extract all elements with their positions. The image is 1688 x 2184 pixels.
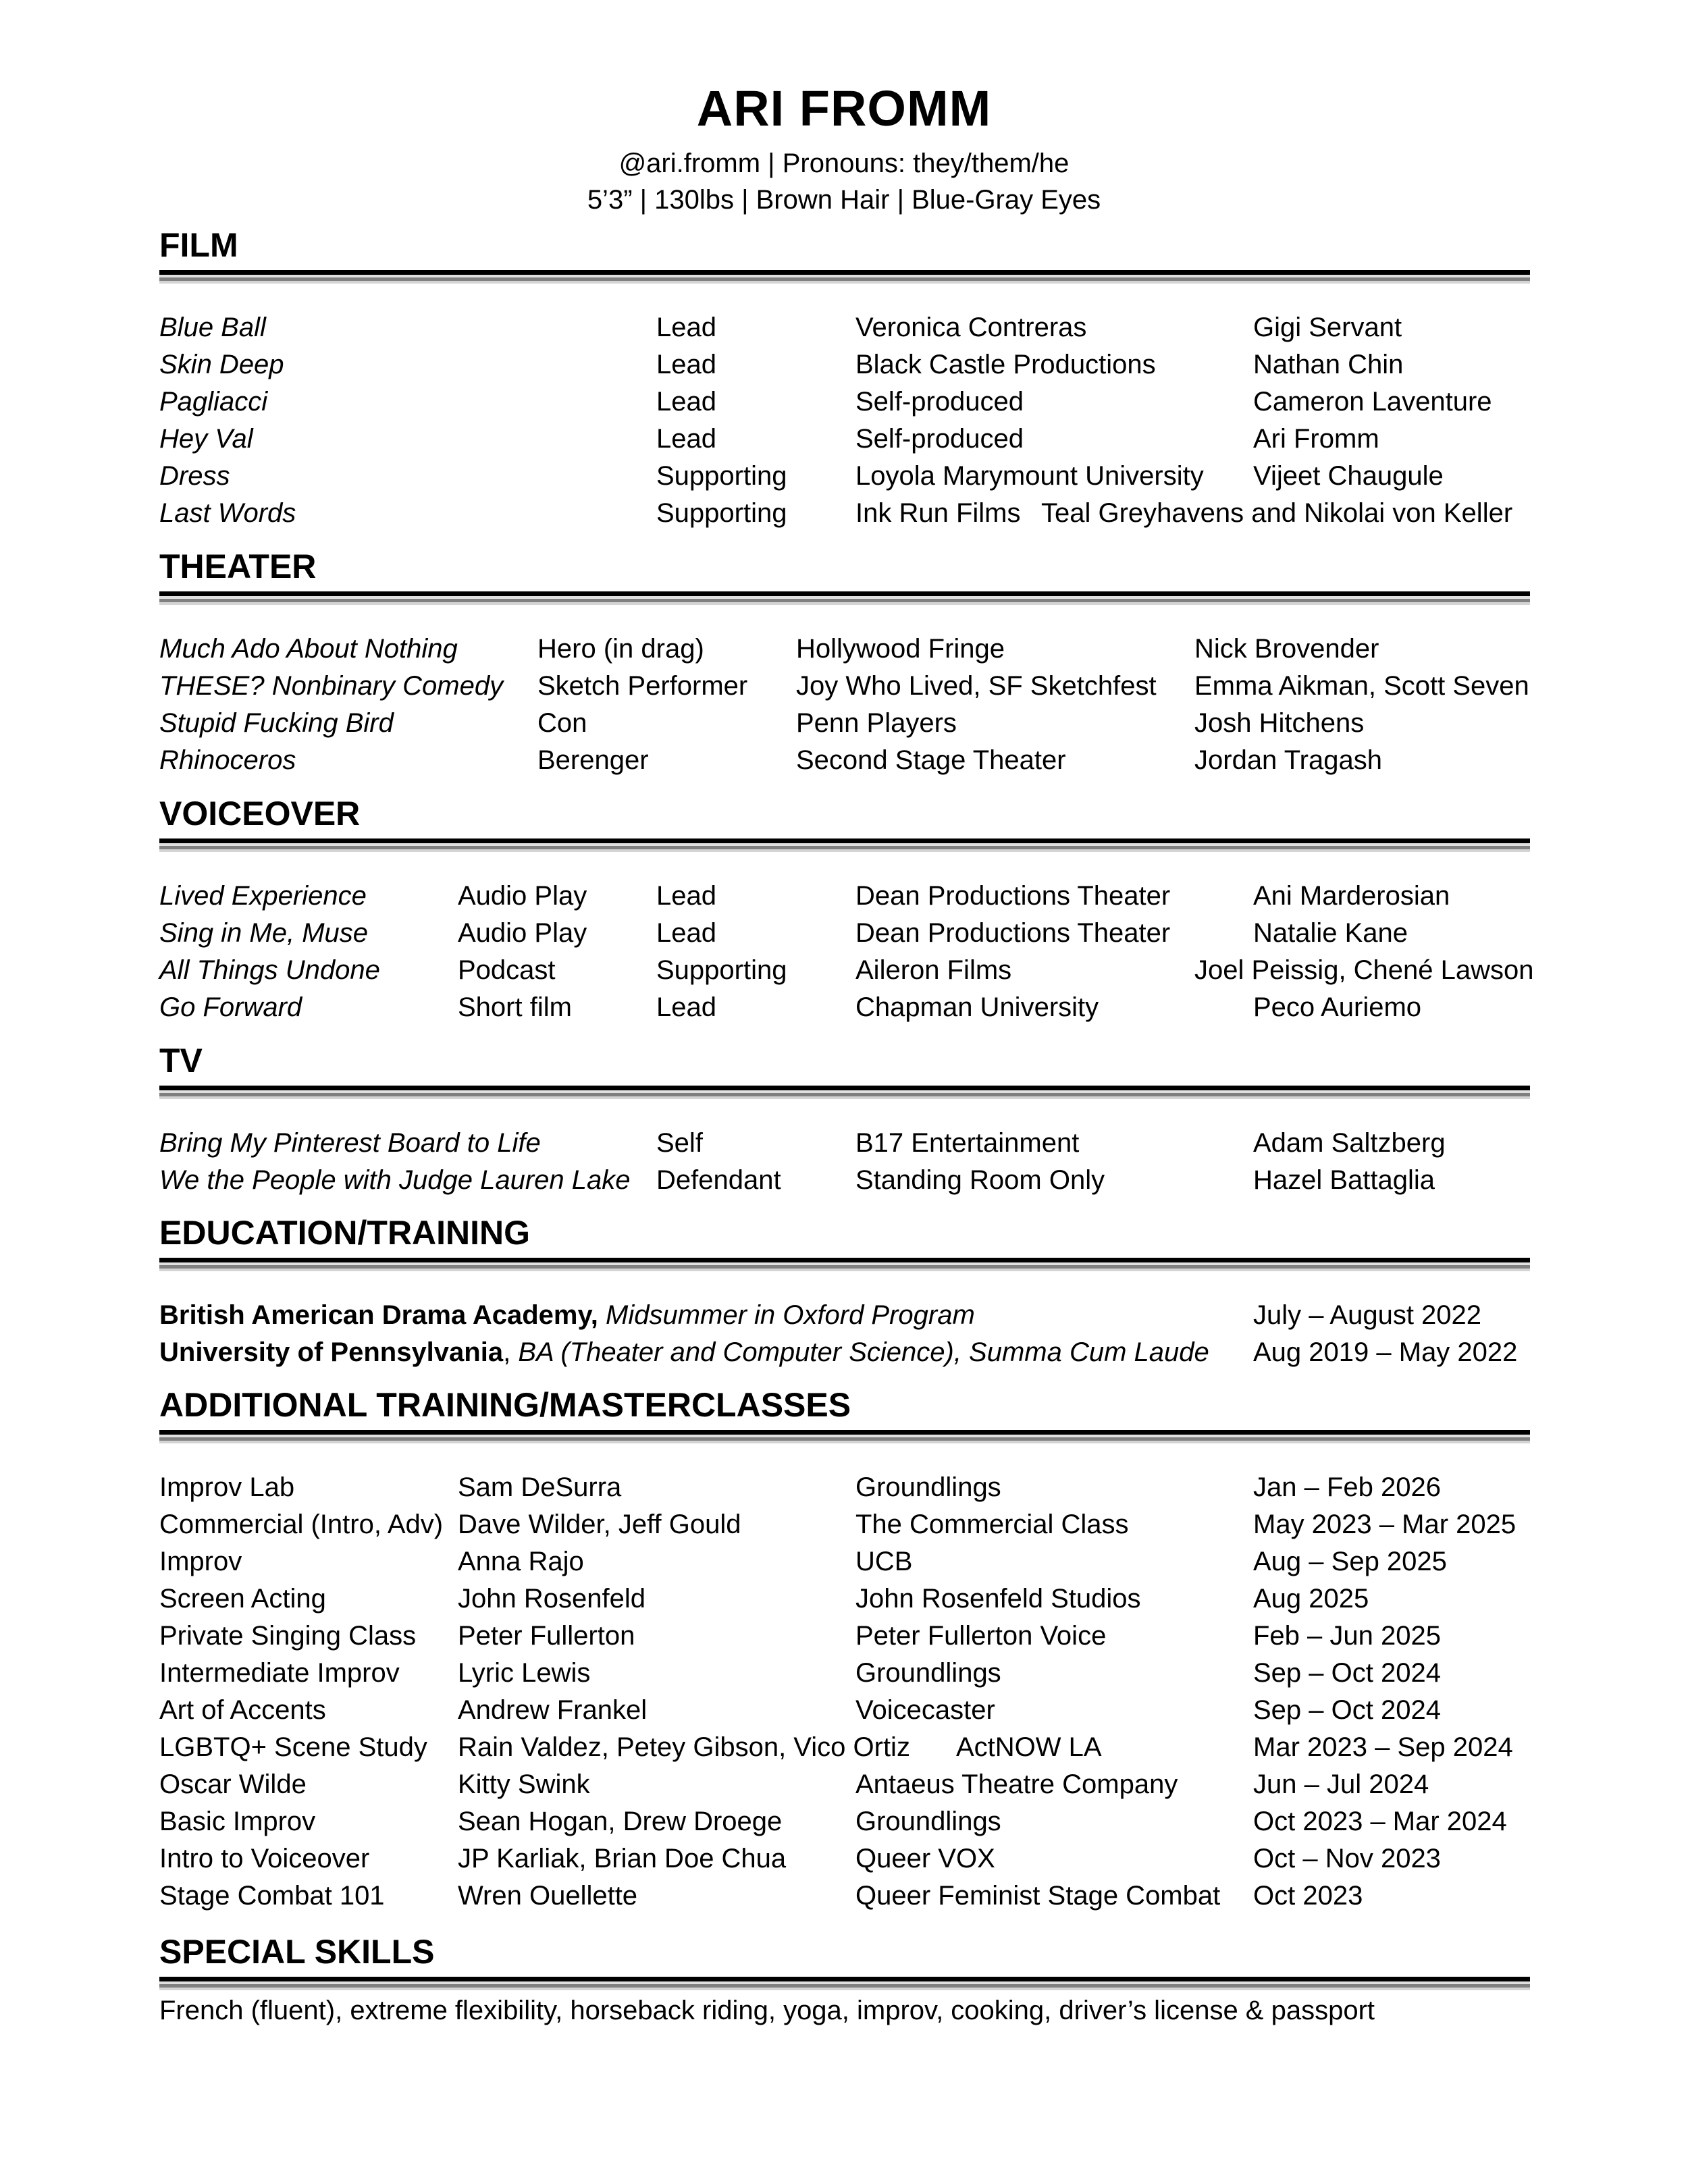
training-dates: Sep – Oct 2024 xyxy=(1253,1695,1441,1725)
training-row xyxy=(159,1879,1530,1916)
credit-title: All Things Undone xyxy=(159,955,380,985)
credit-director: Adam Saltzberg xyxy=(1253,1128,1446,1158)
credit-company: Loyola Marymount University xyxy=(855,461,1204,491)
credit-title: Much Ado About Nothing xyxy=(159,634,458,664)
training-dates: Sep – Oct 2024 xyxy=(1253,1658,1441,1688)
training-place: Groundlings xyxy=(855,1472,1001,1502)
tv-credits xyxy=(159,1126,1530,1200)
credit-company: Dean Productions Theater xyxy=(855,881,1171,911)
film-credits xyxy=(159,311,1530,533)
training-place: The Commercial Class xyxy=(855,1510,1129,1539)
credit-row xyxy=(159,953,1534,990)
training-row xyxy=(159,1508,1530,1545)
training-teacher: JP Karliak, Brian Doe Chua xyxy=(458,1844,787,1873)
film-heading: FILM xyxy=(159,226,238,264)
training-dates: Aug – Sep 2025 xyxy=(1253,1547,1447,1576)
credit-title: Stupid Fucking Bird xyxy=(159,708,394,738)
section-divider xyxy=(159,1258,1530,1271)
training-class: Private Singing Class xyxy=(159,1621,417,1651)
credit-title: Blue Ball xyxy=(159,313,266,342)
voiceover-heading: VOICEOVER xyxy=(159,795,361,832)
credit-role: Lead xyxy=(656,350,716,379)
training-place: Groundlings xyxy=(855,1658,1001,1688)
additional-training-section xyxy=(159,1384,1530,1916)
credit-director: Natalie Kane xyxy=(1253,918,1408,948)
school-name: British American Drama Academy, xyxy=(159,1300,598,1330)
credit-row xyxy=(159,706,1530,743)
credit-row xyxy=(159,422,1530,459)
actor-name: ARI FROMM xyxy=(696,80,992,136)
credit-company: Joy Who Lived, SF Sketchfest xyxy=(796,671,1157,701)
credit-director: Peco Auriemo xyxy=(1253,992,1422,1022)
training-teacher: Andrew Frankel xyxy=(458,1695,648,1725)
credit-company: Standing Room Only xyxy=(855,1165,1105,1195)
credit-company: B17 Entertainment xyxy=(855,1128,1080,1158)
training-row xyxy=(159,1545,1530,1582)
credit-row xyxy=(159,669,1530,706)
training-dates: Aug 2025 xyxy=(1253,1584,1369,1614)
credit-director: Jordan Tragash xyxy=(1194,745,1382,775)
training-place: Queer VOX xyxy=(855,1844,995,1873)
program-name: BA (Theater and Computer Science), Summa Cum Laude xyxy=(518,1337,1209,1367)
credit-role: Lead xyxy=(656,992,716,1022)
training-teacher: Sean Hogan, Drew Droege xyxy=(458,1807,783,1836)
training-teacher: Dave Wilder, Jeff Gould xyxy=(458,1510,741,1539)
training-dates: Jun – Jul 2024 xyxy=(1253,1769,1429,1799)
training-teacher: Anna Rajo xyxy=(458,1547,584,1576)
credit-role: Con xyxy=(537,708,587,738)
tv-heading: TV xyxy=(159,1042,203,1080)
additional-training-list xyxy=(159,1470,1530,1916)
credit-company: Hollywood Fringe xyxy=(796,634,1005,664)
training-class: Improv Lab xyxy=(159,1472,295,1502)
theater-credits xyxy=(159,632,1530,780)
credit-director: Josh Hitchens xyxy=(1194,708,1365,738)
credit-company: Chapman University xyxy=(855,992,1099,1022)
credit-director: Cameron Laventure xyxy=(1253,387,1492,417)
training-class: Oscar Wilde xyxy=(159,1769,307,1799)
section-divider xyxy=(159,1977,1530,1990)
program-name: Midsummer in Oxford Program xyxy=(598,1300,975,1330)
training-dates: Jan – Feb 2026 xyxy=(1253,1472,1441,1502)
credit-company: Black Castle Productions xyxy=(855,350,1156,379)
training-row xyxy=(159,1730,1530,1767)
special-skills-section xyxy=(159,1931,1530,2026)
credit-director: Ari Fromm xyxy=(1253,424,1379,454)
credit-title: Bring My Pinterest Board to Life xyxy=(159,1128,541,1158)
credit-company: Penn Players xyxy=(796,708,957,738)
credit-row xyxy=(159,632,1530,669)
additional-training-heading: ADDITIONAL TRAINING/MASTERCLASSES xyxy=(159,1386,851,1424)
training-class: Stage Combat 101 xyxy=(159,1881,385,1911)
training-row xyxy=(159,1805,1530,1842)
training-class: Basic Improv xyxy=(159,1807,316,1836)
credit-director: Teal Greyhavens and Nikolai von Keller xyxy=(1041,498,1513,528)
credit-type: Audio Play xyxy=(458,918,587,948)
education-row xyxy=(159,1298,1530,1335)
training-row xyxy=(159,1693,1530,1730)
credit-row xyxy=(159,496,1530,533)
training-dates: May 2023 – Mar 2025 xyxy=(1253,1510,1516,1539)
credit-row xyxy=(159,916,1530,953)
credit-title: Last Words xyxy=(159,498,296,528)
credit-director: Hazel Battaglia xyxy=(1253,1165,1435,1195)
training-dates: Oct 2023 – Mar 2024 xyxy=(1253,1807,1507,1836)
credit-role: Supporting xyxy=(656,955,787,985)
credit-role: Lead xyxy=(656,918,716,948)
credit-director: Joel Peissig, Chené Lawson xyxy=(1194,955,1534,985)
credit-company: Ink Run Films xyxy=(855,498,1021,528)
credit-role: Supporting xyxy=(656,461,787,491)
training-place: UCB xyxy=(855,1547,913,1576)
education-row xyxy=(159,1335,1530,1373)
training-class: Intro to Voiceover xyxy=(159,1844,370,1873)
credit-row xyxy=(159,990,1530,1028)
school-name: University of Pennsylvania xyxy=(159,1337,504,1367)
training-row xyxy=(159,1470,1530,1508)
credit-title: Skin Deep xyxy=(159,350,284,379)
training-row xyxy=(159,1656,1530,1693)
credit-director: Nick Brovender xyxy=(1194,634,1379,664)
credit-title: Lived Experience xyxy=(159,881,367,911)
credit-role: Lead xyxy=(656,881,716,911)
education-dates: Aug 2019 – May 2022 xyxy=(1253,1337,1518,1367)
credit-role: Lead xyxy=(656,313,716,342)
education-section xyxy=(159,1212,1530,1373)
voiceover-section xyxy=(159,793,1534,1028)
credit-row xyxy=(159,459,1530,496)
credit-row xyxy=(159,879,1530,916)
training-class: Art of Accents xyxy=(159,1695,326,1725)
credit-role: Lead xyxy=(656,387,716,417)
credit-director: Ani Marderosian xyxy=(1253,881,1450,911)
credit-title: Rhinoceros xyxy=(159,745,296,775)
section-divider xyxy=(159,270,1530,284)
credit-row xyxy=(159,743,1530,780)
education-heading: EDUCATION/TRAINING xyxy=(159,1214,531,1252)
credit-row xyxy=(159,1126,1530,1163)
training-teacher: Sam DeSurra xyxy=(458,1472,622,1502)
credit-role: Defendant xyxy=(656,1165,781,1195)
credit-title: We the People with Judge Lauren Lake xyxy=(159,1165,631,1195)
credit-type: Audio Play xyxy=(458,881,587,911)
training-place: Voicecaster xyxy=(855,1695,995,1725)
social-pronouns-line: @ari.fromm | Pronouns: they/them/he xyxy=(618,149,1070,178)
section-divider xyxy=(159,1430,1530,1443)
training-place: John Rosenfeld Studios xyxy=(855,1584,1141,1614)
training-place: Antaeus Theatre Company xyxy=(855,1769,1178,1799)
training-place: ActNOW LA xyxy=(956,1732,1102,1762)
training-teacher: John Rosenfeld xyxy=(458,1584,645,1614)
credit-company: Second Stage Theater xyxy=(796,745,1066,775)
special-skills-heading: SPECIAL SKILLS xyxy=(159,1933,435,1971)
credit-director: Nathan Chin xyxy=(1253,350,1404,379)
credit-role: Self xyxy=(656,1128,703,1158)
credit-role: Supporting xyxy=(656,498,787,528)
training-row xyxy=(159,1767,1530,1805)
credit-row xyxy=(159,1163,1530,1200)
training-dates: Oct – Nov 2023 xyxy=(1253,1844,1441,1873)
section-divider xyxy=(159,1086,1530,1099)
physical-stats-line: 5’3” | 130lbs | Brown Hair | Blue-Gray Eyes xyxy=(587,185,1101,215)
training-place: Queer Feminist Stage Combat xyxy=(855,1881,1221,1911)
credit-role: Berenger xyxy=(537,745,649,775)
training-row xyxy=(159,1842,1530,1879)
credit-row xyxy=(159,348,1530,385)
education-entry xyxy=(159,1298,975,1332)
credit-director: Vijeet Chaugule xyxy=(1253,461,1444,491)
credit-title: Hey Val xyxy=(159,424,253,454)
training-class: LGBTQ+ Scene Study xyxy=(159,1732,427,1762)
credit-director: Gigi Servant xyxy=(1253,313,1402,342)
training-class: Intermediate Improv xyxy=(159,1658,400,1688)
tv-section xyxy=(159,1040,1530,1200)
training-dates: Feb – Jun 2025 xyxy=(1253,1621,1441,1651)
credit-role: Hero (in drag) xyxy=(537,634,704,664)
credit-title: Go Forward xyxy=(159,992,302,1022)
education-dates: July – August 2022 xyxy=(1253,1300,1482,1330)
credit-title: Dress xyxy=(159,461,230,491)
credit-title: Pagliacci xyxy=(159,387,268,417)
education-entry xyxy=(159,1335,1209,1369)
credit-company: Veronica Contreras xyxy=(855,313,1087,342)
training-class: Screen Acting xyxy=(159,1584,326,1614)
training-teacher: Wren Ouellette xyxy=(458,1881,638,1911)
credit-company: Self-produced xyxy=(855,387,1024,417)
voiceover-credits xyxy=(159,879,1534,1028)
credit-role: Lead xyxy=(656,424,716,454)
training-row xyxy=(159,1619,1530,1656)
credit-role: Sketch Performer xyxy=(537,671,748,701)
training-teacher: Rain Valdez, Petey Gibson, Vico Ortiz xyxy=(458,1732,910,1762)
special-skills-text: French (fluent), extreme flexibility, horseback riding, yoga, improv, cooking, driver’s license & passport xyxy=(159,1996,1375,2025)
training-dates: Oct 2023 xyxy=(1253,1881,1363,1911)
credit-company: Self-produced xyxy=(855,424,1024,454)
credit-title: Sing in Me, Muse xyxy=(159,918,369,948)
training-place: Groundlings xyxy=(855,1807,1001,1836)
credit-company: Aileron Films xyxy=(855,955,1012,985)
training-place: Peter Fullerton Voice xyxy=(855,1621,1107,1651)
credit-title: THESE? Nonbinary Comedy xyxy=(159,671,504,701)
credit-company: Dean Productions Theater xyxy=(855,918,1171,948)
film-section xyxy=(159,224,1530,533)
theater-section xyxy=(159,545,1530,780)
training-teacher: Lyric Lewis xyxy=(458,1658,591,1688)
education-list xyxy=(159,1298,1530,1373)
credit-type: Podcast xyxy=(458,955,556,985)
separator: , xyxy=(503,1337,519,1367)
training-teacher: Kitty Swink xyxy=(458,1769,590,1799)
theater-heading: THEATER xyxy=(159,548,317,585)
section-divider xyxy=(159,591,1530,605)
credit-row xyxy=(159,311,1530,348)
training-class: Commercial (Intro, Adv) xyxy=(159,1510,444,1539)
credit-row xyxy=(159,385,1530,422)
training-class: Improv xyxy=(159,1547,242,1576)
training-teacher: Peter Fullerton xyxy=(458,1621,635,1651)
credit-type: Short film xyxy=(458,992,572,1022)
training-row xyxy=(159,1582,1530,1619)
credit-director: Emma Aikman, Scott Seven xyxy=(1194,671,1529,701)
section-divider xyxy=(159,838,1530,852)
training-dates: Mar 2023 – Sep 2024 xyxy=(1253,1732,1513,1762)
